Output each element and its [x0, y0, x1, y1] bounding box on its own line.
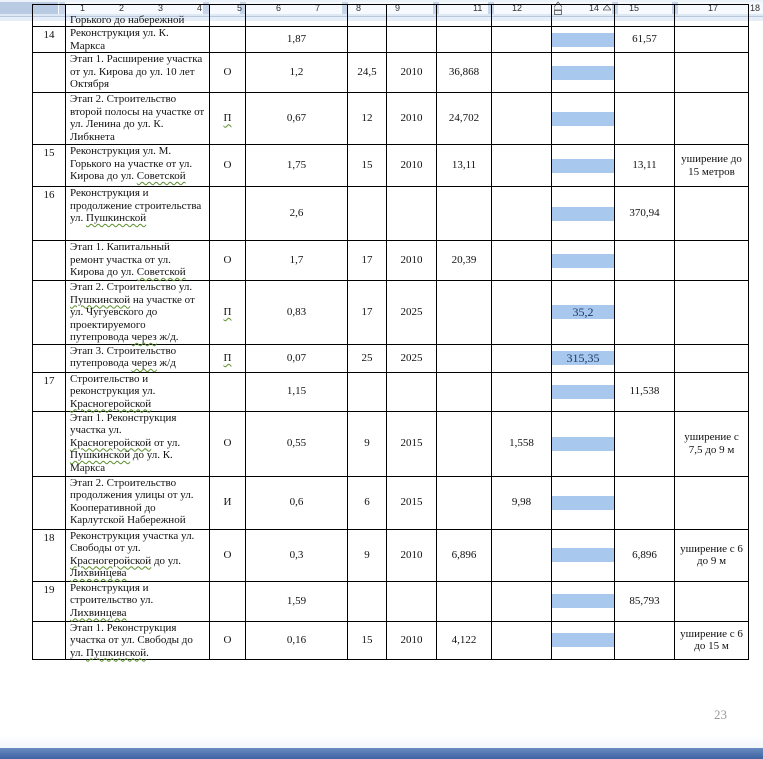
ruler-tick: 15: [629, 3, 640, 13]
cell-length: 2,6: [246, 187, 348, 241]
cell-num: 17: [33, 372, 66, 411]
cell-length: 1,15: [246, 372, 348, 411]
cell-highlight: [552, 621, 615, 660]
cell-type: П: [210, 93, 246, 145]
cell-note: [675, 372, 749, 411]
ruler-tick: 4: [197, 3, 203, 13]
cell-cost-2: [492, 145, 552, 187]
cell-cost-1: [437, 344, 492, 372]
table-row: [33, 344, 749, 372]
cell-cost-2: [492, 53, 552, 93]
cell-total: 6,896: [615, 529, 675, 581]
cell-cost-1: 6,896: [437, 529, 492, 581]
cell-cost-1: [437, 372, 492, 411]
cell-type: [210, 581, 246, 621]
cell-note: [675, 281, 749, 345]
cell-length: 0,83: [246, 281, 348, 345]
cell-highlight: [552, 476, 615, 529]
highlighted-cell-text: [552, 594, 614, 608]
spellcheck-underline: Красногеройской: [70, 554, 152, 567]
highlighted-cell-text: [552, 254, 614, 268]
ruler-tick: 12: [512, 3, 523, 13]
cell-type: [210, 372, 246, 411]
cell-note: уширение до 15 метров: [675, 145, 749, 187]
highlighted-cell-text: [552, 437, 614, 451]
cell-highlight: [552, 187, 615, 241]
cell-num: 18: [33, 529, 66, 581]
cell-cost-1: 36,868: [437, 53, 492, 93]
cell-type: П: [210, 344, 246, 372]
cell-num: [33, 281, 66, 345]
cell-note: [675, 241, 749, 281]
cell-width: 15: [348, 145, 387, 187]
cell-width: 25: [348, 344, 387, 372]
cell-total: 85,793: [615, 581, 675, 621]
highlighted-cell-text: [552, 633, 614, 647]
cell-desc: Этап 2. Строительство продолжения улицы от ул. Кооперативной до Карлутской Набережной: [66, 476, 210, 529]
cell-year: 2015: [387, 411, 437, 476]
cell-width: [348, 27, 387, 53]
cell-note: [675, 53, 749, 93]
ruler-tick: 3: [158, 3, 164, 13]
table-row: [33, 27, 749, 53]
cell-cost-2: [492, 372, 552, 411]
spellcheck-underline: Лихвинцева: [70, 606, 127, 619]
cell-num: 19: [33, 581, 66, 621]
table-row-fragment: [33, 5, 749, 27]
cell-cost-2: 9,98: [492, 476, 552, 529]
cell-desc: Этап 1. Реконструкция участка от ул. Свободы до ул. Пушкинской.: [66, 621, 210, 660]
cell-year: [387, 187, 437, 241]
spellcheck-underline: Пушкинской: [70, 449, 131, 461]
cell-cost-2: [492, 187, 552, 241]
cell-length: 0,07: [246, 344, 348, 372]
cell-length: 0,67: [246, 93, 348, 145]
cell-highlight: [552, 93, 615, 145]
cell-cost-2: [492, 344, 552, 372]
cell-width: 6: [348, 476, 387, 529]
cell-cost-1: [437, 27, 492, 53]
highlighted-cell-text: [552, 112, 614, 126]
cell-note: [675, 93, 749, 145]
cell-highlight: [552, 529, 615, 581]
cell-year: [387, 27, 437, 53]
cell-desc: Горького до набережной: [66, 5, 210, 27]
cell-num: [33, 411, 66, 476]
cell-highlight: [552, 344, 615, 372]
ruler-tick: 18: [750, 3, 761, 13]
cell-year: 2010: [387, 621, 437, 660]
cell-width: 24,5: [348, 53, 387, 93]
cell-length: 1,59: [246, 581, 348, 621]
cell-highlight: [552, 53, 615, 93]
ruler-tick: 7: [315, 3, 321, 13]
status-bar: [0, 748, 763, 759]
cell-num: 14: [33, 27, 66, 53]
cell-width: [348, 187, 387, 241]
cell-desc: Реконструкция участка ул. Свободы от ул. Красногеройской до ул. Лихвинцева: [66, 529, 210, 581]
cell-desc: Этап 2. Строительство ул. Пушкинской на участке от ул. Чугуевского до проектируемого путепровода через ж/д.: [66, 281, 210, 345]
highlighted-cell-text: [552, 159, 614, 173]
cell-width: [348, 581, 387, 621]
cell-type: [210, 187, 246, 241]
cell-length: 1,2: [246, 53, 348, 93]
ruler-tick: 14: [589, 3, 600, 13]
highlighted-cell-text: 315,35: [552, 351, 614, 365]
cell-cost-2: [492, 581, 552, 621]
page-number: 23: [714, 707, 727, 722]
highlighted-cell-text: 35,2: [552, 305, 614, 319]
spellcheck-underline: Пушкинской: [70, 293, 131, 306]
cell-year: 2010: [387, 529, 437, 581]
ruler-tick: 11: [473, 3, 483, 13]
cell-cost-1: 20,39: [437, 241, 492, 281]
highlighted-cell-text: [552, 33, 614, 47]
cell-type: О: [210, 411, 246, 476]
cell-cost-1: [437, 411, 492, 476]
cell-type: О: [210, 53, 246, 93]
cell-cost-1: 4,122: [437, 621, 492, 660]
ruler-tick: 6: [276, 3, 282, 13]
cell-cost-2: [492, 529, 552, 581]
cell-cost-2: [492, 93, 552, 145]
cell-total: [615, 621, 675, 660]
table-row: [33, 187, 749, 241]
cell-total: 370,94: [615, 187, 675, 241]
table-row: [33, 241, 749, 281]
cell-year: 2010: [387, 53, 437, 93]
cell-cost-2: [492, 281, 552, 345]
spellcheck-underline: Советской: [136, 170, 186, 182]
cell-type: О: [210, 621, 246, 660]
highlighted-cell-text: [552, 207, 614, 221]
table-row: [33, 281, 749, 345]
cell-num: [33, 621, 66, 660]
cell-note: уширение с 6 до 15 м: [675, 621, 749, 660]
cell-year: [387, 372, 437, 411]
cell-type: И: [210, 476, 246, 529]
cell-width: 17: [348, 241, 387, 281]
cell-num: [33, 344, 66, 372]
cell-highlight: [552, 411, 615, 476]
cell-note: [675, 344, 749, 372]
cell-year: 2025: [387, 344, 437, 372]
cell-cost-1: [437, 187, 492, 241]
cell-note: [675, 27, 749, 53]
table-row: [33, 53, 749, 93]
table-row: [33, 145, 749, 187]
ruler-tick: 1: [80, 3, 86, 13]
cell-cost-1: 13,11: [437, 145, 492, 187]
page-bottom-edge: [0, 735, 763, 748]
spellcheck-underline: Лихвинцева: [70, 567, 127, 579]
cell-num: [33, 53, 66, 93]
cell-desc: Реконструкция и строительство ул. Лихвинцева: [66, 581, 210, 621]
highlighted-cell-text: [552, 66, 614, 80]
spellcheck-underline: через: [131, 357, 157, 369]
cell-length: 1,87: [246, 27, 348, 53]
ruler-tick: 5: [237, 3, 243, 13]
cell-num: [33, 93, 66, 145]
cell-num: [33, 476, 66, 529]
cell-total: 61,57: [615, 27, 675, 53]
cell-length: 0,6: [246, 476, 348, 529]
cell-length: 0,16: [246, 621, 348, 660]
spellcheck-underline: Красногеройской: [70, 436, 152, 449]
cell-note: [675, 187, 749, 241]
cell-total: 13,11: [615, 145, 675, 187]
spellcheck-underline: через: [131, 331, 157, 343]
cell-type: П: [210, 281, 246, 345]
cell-total: [615, 411, 675, 476]
cell-type: О: [210, 529, 246, 581]
cell-year: 2025: [387, 281, 437, 345]
spellcheck-underline: Советской: [136, 266, 186, 278]
cell-width: [348, 372, 387, 411]
cell-desc: Этап 1. Реконструкция участка ул. Красногеройской от ул. Пушкинской до ул. К. Маркса: [66, 411, 210, 476]
table-row: [33, 93, 749, 145]
cell-num: 15: [33, 145, 66, 187]
cell-desc: Этап 1. Капитальный ремонт участка от ул. Кирова до ул. Советской: [66, 241, 210, 281]
cell-cost-2: 1,558: [492, 411, 552, 476]
cell-note: уширение с 6 до 9 м: [675, 529, 749, 581]
table-row: [33, 529, 749, 581]
cell-year: 2010: [387, 93, 437, 145]
cell-year: 2010: [387, 241, 437, 281]
cell-cost-1: 24,702: [437, 93, 492, 145]
cell-desc: Строительство и реконструкция ул. Красногеройской: [66, 372, 210, 411]
cell-cost-2: [492, 621, 552, 660]
cell-cost-2: [492, 27, 552, 53]
cell-total: [615, 241, 675, 281]
cell-year: 2010: [387, 145, 437, 187]
cell-length: 0,55: [246, 411, 348, 476]
cell-width: 12: [348, 93, 387, 145]
cell-type: О: [210, 145, 246, 187]
cell-desc: Этап 1. Расширение участка от ул. Кирова до ул. 10 лет Октября: [66, 53, 210, 93]
cell-desc: Этап 3. Строительство путепровода через ж/д: [66, 344, 210, 372]
cell-width: 9: [348, 529, 387, 581]
cell-num: 16: [33, 187, 66, 241]
cell-highlight: [552, 281, 615, 345]
cell-width: 9: [348, 411, 387, 476]
cell-cost-1: [437, 281, 492, 345]
cell-cost-1: [437, 581, 492, 621]
cell-note: [675, 581, 749, 621]
ruler-tick: 17: [708, 3, 719, 13]
cell-total: [615, 53, 675, 93]
cell-highlight: [552, 27, 615, 53]
spellcheck-underline: Пушкинской: [86, 212, 147, 224]
cell-desc: Этап 2. Строительство второй полосы на участке от ул. Ленина до ул. К. Либкнета: [66, 93, 210, 145]
cell-width: 15: [348, 621, 387, 660]
table-row: [33, 476, 749, 529]
cell-cost-1: [437, 476, 492, 529]
cell-total: [615, 476, 675, 529]
cell-note: [675, 476, 749, 529]
cell-note: уширение с 7,5 до 9 м: [675, 411, 749, 476]
highlighted-cell-text: [552, 548, 614, 562]
cell-type: О: [210, 241, 246, 281]
cell-cost-2: [492, 241, 552, 281]
road-works-table: [32, 4, 749, 660]
cell-year: 2015: [387, 476, 437, 529]
highlighted-cell-text: [552, 496, 614, 510]
spellcheck-underline: Красногеройской: [70, 397, 152, 410]
cell-num: [33, 5, 66, 27]
cell-desc: Реконструкция и продолжение строительства ул. Пушкинской: [66, 187, 210, 241]
highlighted-cell-text: [552, 385, 614, 399]
cell-highlight: [552, 145, 615, 187]
table-row: [33, 621, 749, 660]
cell-type: [210, 27, 246, 53]
cell-desc: Реконструкция ул. К. Маркса: [66, 27, 210, 53]
cell-highlight: [552, 372, 615, 411]
table-row: [33, 581, 749, 621]
cell-length: 0,3: [246, 529, 348, 581]
cell-total: [615, 93, 675, 145]
cell-highlight: [552, 581, 615, 621]
table-row: [33, 411, 749, 476]
table-row: [33, 372, 749, 411]
ruler-tick: 8: [356, 3, 362, 13]
cell-length: 1,75: [246, 145, 348, 187]
cell-total: [615, 281, 675, 345]
cell-width: 17: [348, 281, 387, 345]
spellcheck-underline: Пушкинской: [86, 646, 147, 659]
cell-desc: Реконструкция ул. М. Горького на участке от ул. Кирова до ул. Советской: [66, 145, 210, 187]
ruler-tick: 9: [395, 3, 401, 13]
cell-highlight: [552, 241, 615, 281]
cell-year: [387, 581, 437, 621]
cell-total: [615, 344, 675, 372]
cell-total: 11,538: [615, 372, 675, 411]
cell-length: 1,7: [246, 241, 348, 281]
cell-num: [33, 241, 66, 281]
ruler-tick: 2: [119, 3, 125, 13]
